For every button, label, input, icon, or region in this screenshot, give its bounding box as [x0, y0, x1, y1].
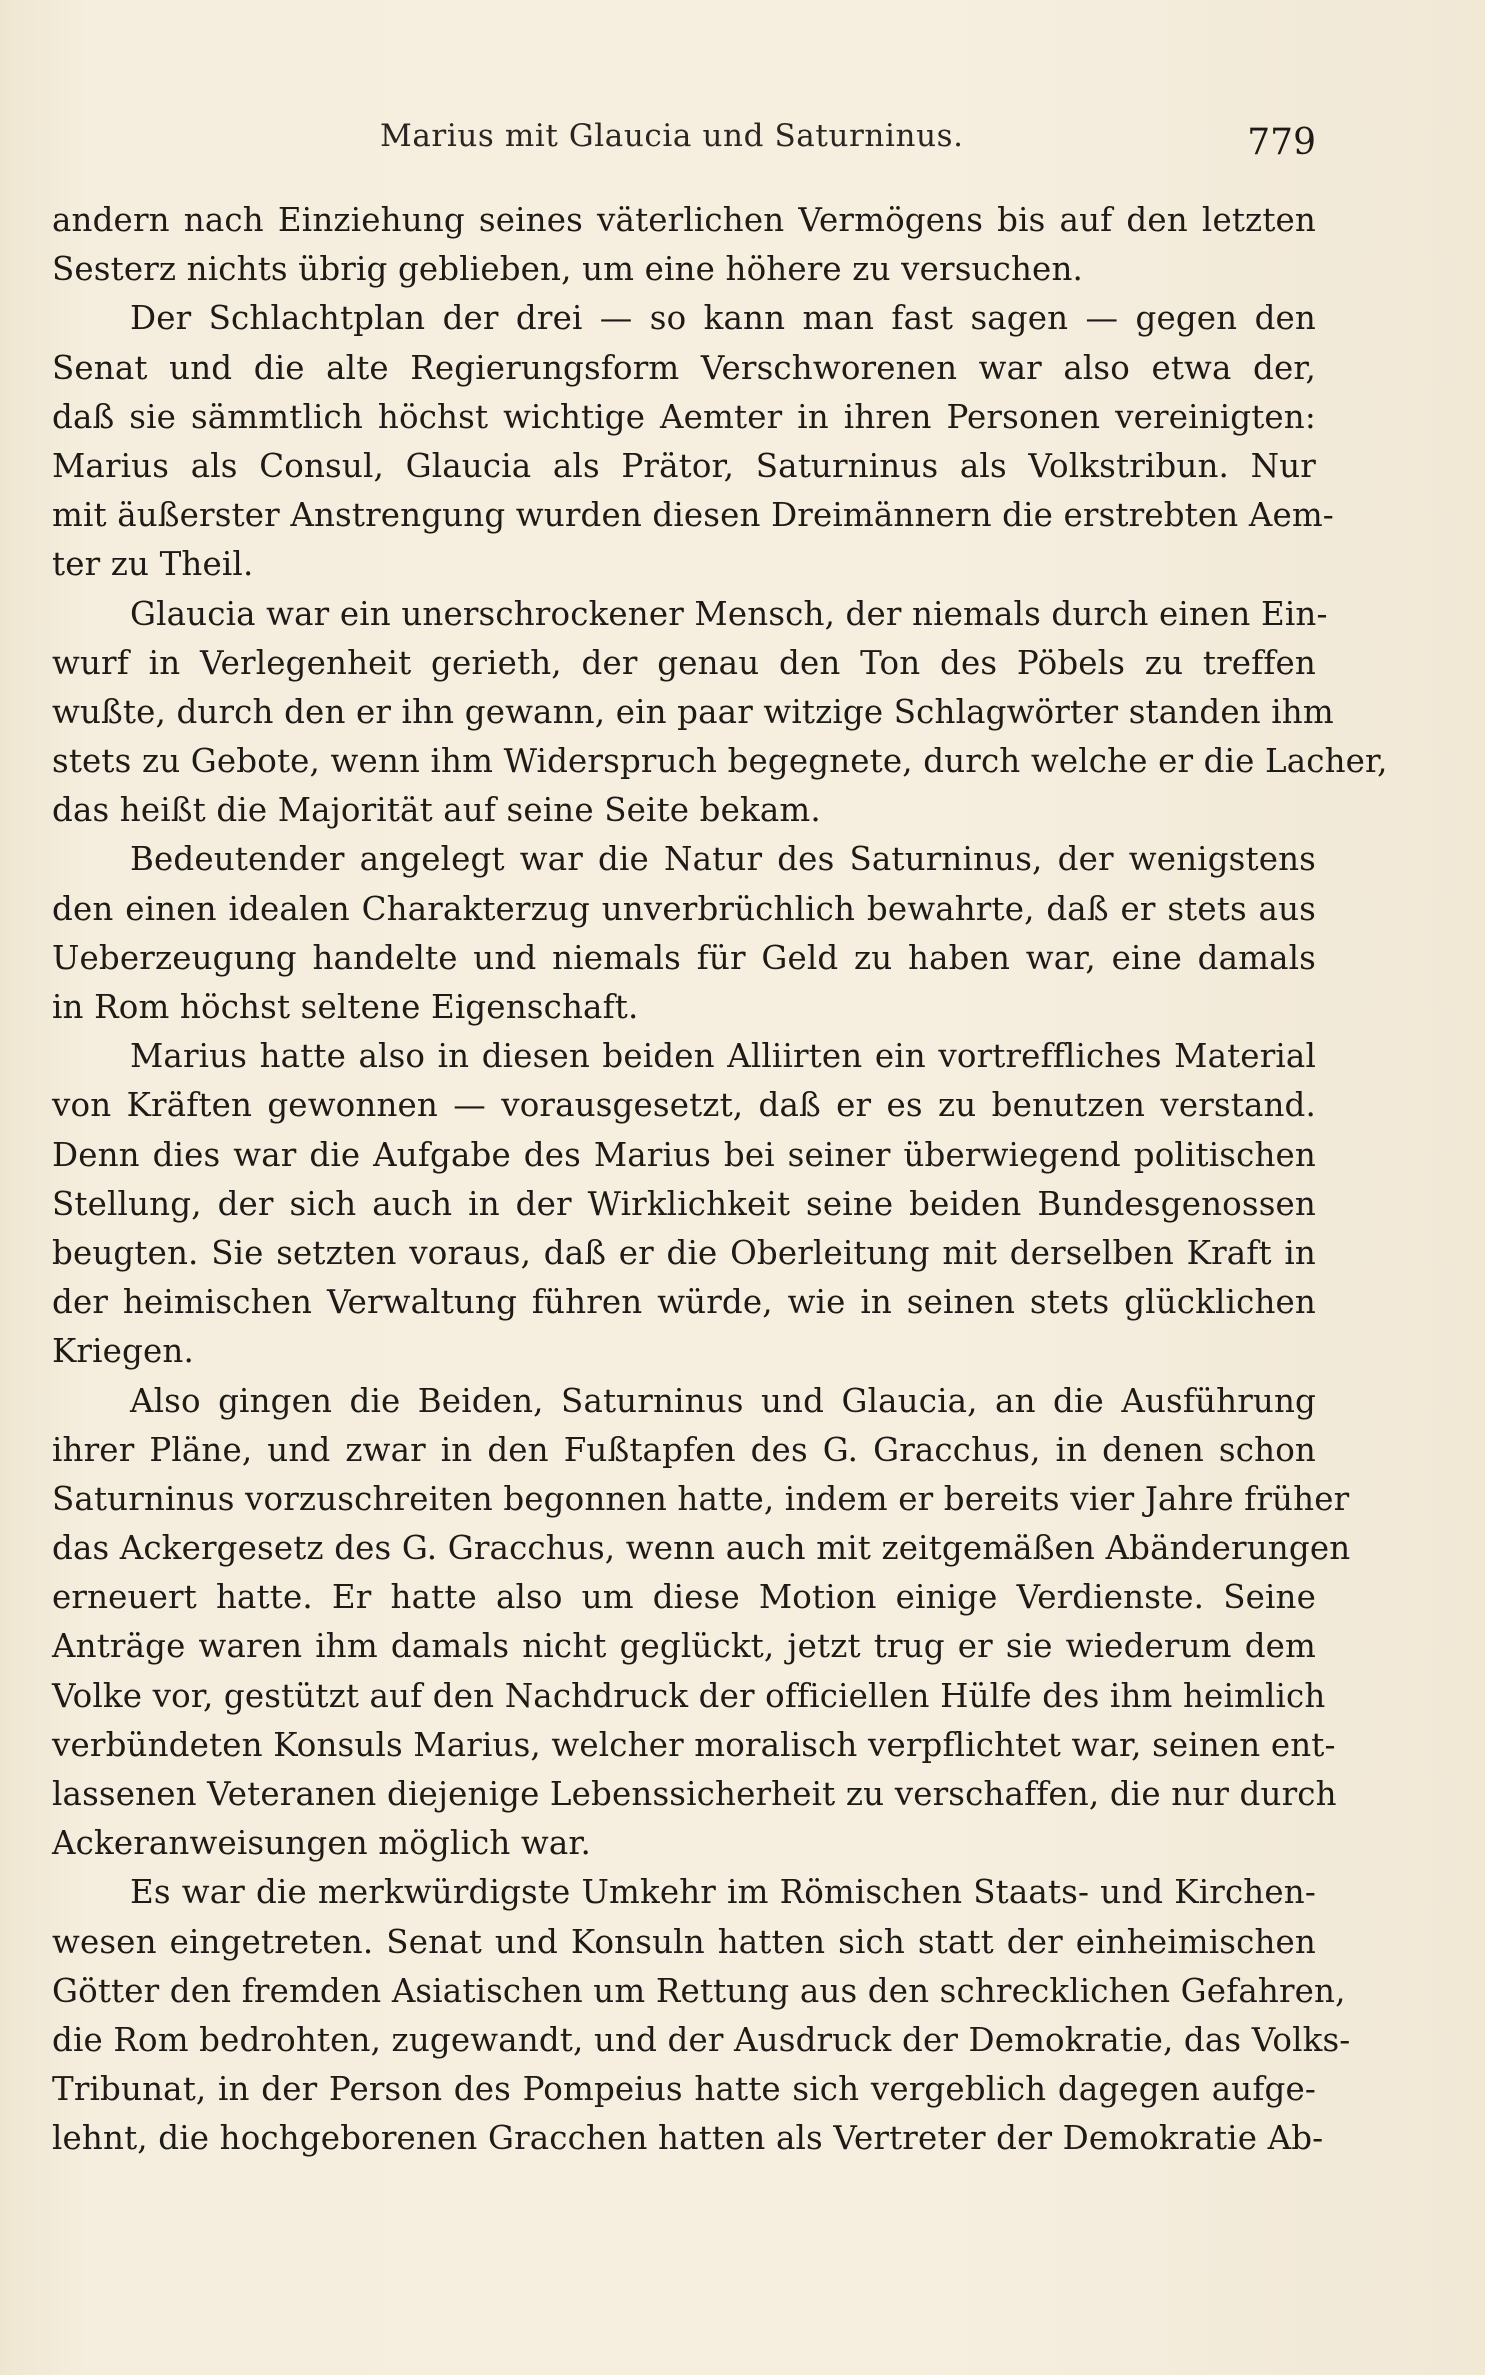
text-line: Ueberzeugung handelte und niemals für Geld zu haben war, eine damals	[52, 938, 1316, 977]
page-number: 779	[1247, 122, 1316, 163]
text-line: in Rom höchst seltene Eigenschaft.	[52, 988, 639, 1026]
text-line: mit äußerster Anstrengung wurden diesen Dreimännern die erstrebten Aem-	[52, 496, 1334, 535]
text-line: ter zu Theil.	[52, 545, 254, 584]
text-line: Ackeranweisungen möglich war.	[52, 1824, 592, 1863]
text-line: verbündeten Konsuls Marius, welcher moralisch verpflichtet war, seinen ent-	[52, 1725, 1336, 1764]
paragraph-6	[52, 1377, 1351, 1869]
text-line: das Ackergesetz des G. Gracchus, wenn auch mit zeitgemäßen Abänderungen	[52, 1529, 1351, 1568]
text-line: Götter den fremden Asiatischen um Rettung aus den schrecklichen Gefahren,	[52, 1971, 1346, 2010]
text-line: lehnt, die hochgeborenen Gracchen hatten als Vertreter der Demokratie Ab-	[52, 2119, 1324, 2158]
text-line: erneuert hatte. Er hatte also um diese Motion einige Verdienste. Seine	[52, 1578, 1316, 1617]
text-line: von Kräften gewonnen — vorausgesetzt, daß er es zu benutzen verstand.	[52, 1086, 1316, 1125]
text-line: Der Schlachtplan der drei — so kann man fast sagen — gegen den	[130, 299, 1316, 338]
paragraph-7	[52, 1868, 1351, 2163]
text-line: andern nach Einziehung seines väterlichen Vermögens bis auf den letzten	[52, 201, 1316, 239]
running-head: Marius mit Glaucia und Saturninus.	[380, 118, 964, 154]
paragraph-3	[52, 590, 1388, 836]
text-line: der heimischen Verwaltung führen würde, wie in seinen stets glücklichen	[52, 1283, 1316, 1322]
page-header	[60, 118, 1316, 168]
text-line: Tribunat, in der Person des Pompeius hatte sich vergeblich dagegen aufge-	[52, 2070, 1316, 2109]
text-line: Volke vor, gestützt auf den Nachdruck der officiellen Hülfe des ihm heimlich	[52, 1676, 1326, 1715]
text-line: ihrer Pläne, und zwar in den Fußtapfen des G. Gracchus, in denen schon	[52, 1430, 1316, 1469]
text-line: wesen eingetreten. Senat und Konsuln hatten sich statt der einheimischen	[52, 1922, 1316, 1961]
text-line: Bedeutender angelegt war die Natur des Saturninus, der wenigstens	[130, 840, 1316, 879]
text-line: Glaucia war ein unerschrockener Mensch, der niemals durch einen Ein-	[130, 594, 1328, 633]
text-line: die Rom bedrohten, zugewandt, und der Ausdruck der Demokratie, das Volks-	[52, 2020, 1351, 2059]
text-line: Kriegen.	[52, 1332, 194, 1371]
paragraph-1	[52, 196, 1316, 294]
text-line: Also gingen die Beiden, Saturninus und Glaucia, an die Ausführung	[130, 1381, 1316, 1420]
text-line: wurf in Verlegenheit gerieth, der genau den Ton des Pöbels zu treffen	[52, 643, 1316, 682]
text-line: Stellung, der sich auch in der Wirklichkeit seine beiden Bundesgenossen	[52, 1184, 1316, 1223]
text-line: wußte, durch den er ihn gewann, ein paar witzige Schlagwörter standen ihm	[52, 692, 1334, 731]
text-line: stets zu Gebote, wenn ihm Widerspruch begegnete, durch welche er die Lacher,	[52, 742, 1388, 781]
text-line: Sesterz nichts übrig geblieben, um eine höhere zu versuchen.	[52, 250, 1084, 289]
text-line: das heißt die Majorität auf seine Seite bekam.	[52, 791, 821, 830]
paragraph-2	[52, 294, 1334, 589]
text-line: beugten. Sie setzten voraus, daß er die Oberleitung mit derselben Kraft in	[52, 1233, 1316, 1272]
text-line: Marius als Consul, Glaucia als Prätor, Saturninus als Volkstribun. Nur	[52, 446, 1316, 485]
text-line: Saturninus vorzuschreiten begonnen hatte, indem er bereits vier Jahre früher	[52, 1479, 1350, 1518]
text-line: Anträge waren ihm damals nicht geglückt, jetzt trug er sie wiederum dem	[52, 1627, 1316, 1666]
text-line: Senat und die alte Regierungsform Verschworenen war also etwa der,	[52, 348, 1316, 387]
text-line: Es war die merkwürdigste Umkehr im Römischen Staats- und Kirchen-	[130, 1873, 1316, 1912]
text-line: lassenen Veteranen diejenige Lebenssicherheit zu verschaffen, die nur durch	[52, 1775, 1337, 1813]
body-text	[52, 196, 1388, 2164]
paragraph-4	[52, 835, 1316, 1032]
text-line: Marius hatte also in diesen beiden Alliirten ein vortreffliches Material	[130, 1037, 1316, 1076]
text-line: den einen idealen Charakterzug unverbrüchlich bewahrte, daß er stets aus	[52, 889, 1316, 928]
paragraph-5	[52, 1032, 1316, 1376]
text-line: daß sie sämmtlich höchst wichtige Aemter in ihren Personen vereinigten:	[52, 397, 1316, 436]
text-line: Denn dies war die Aufgabe des Marius bei seiner überwiegend politischen	[52, 1135, 1316, 1174]
